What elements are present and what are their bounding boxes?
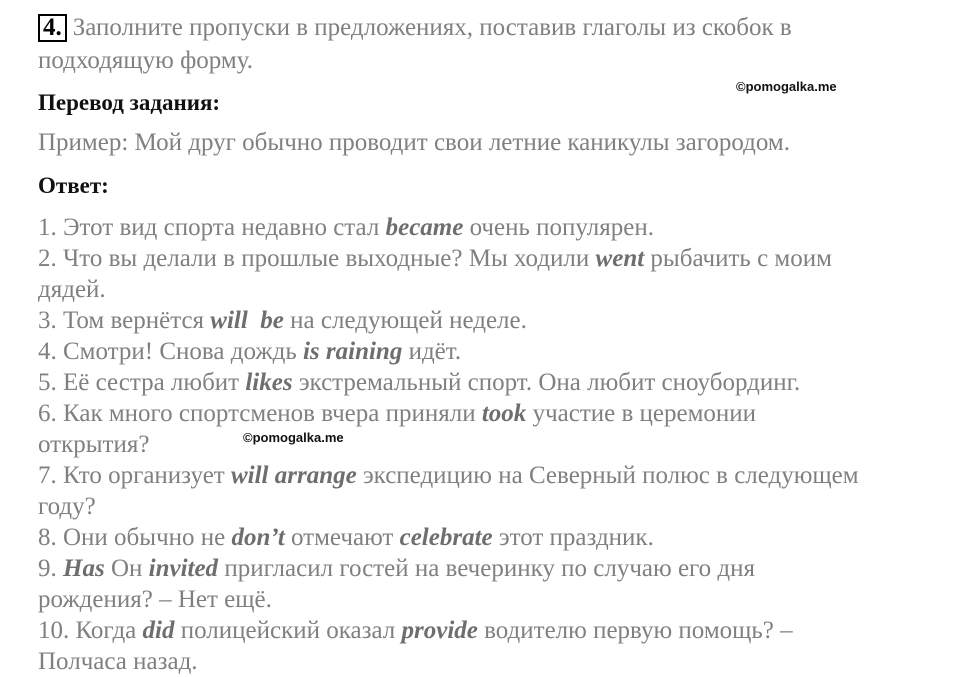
example-text: Пример: Мой друг обычно проводит свои летние каникулы загородом. [38,129,790,156]
task-number: 4. [38,14,67,42]
verb: likes [245,369,293,396]
watermark-top: ©pomogalka.me [736,79,837,94]
verb: invited [148,555,219,582]
answer-1: 1. Этот вид спорта недавно стал became очень популярен. [38,214,654,241]
verb: Has [63,555,105,582]
verb: don’t [231,524,285,551]
watermark-middle: ©pomogalka.me [243,430,344,445]
answer-10: 10. Когда did полицейский оказал provide водителю первую помощь? – [38,617,793,644]
answer-7-cont: году? [38,493,96,520]
answer-5: 5. Её сестра любит likes экстремальный спорт. Она любит сноубординг. [38,369,801,396]
answer-6-cont: открытия? [38,431,150,458]
verb: went [595,245,645,272]
task-line-2: подходящую форму. [38,47,253,74]
verb: will be [210,307,284,334]
answer-2: 2. Что вы делали в прошлые выходные? Мы ходили went рыбачить с моим [38,245,832,272]
verb: provide [401,617,478,644]
answer-10-cont: Полчаса назад. [38,648,198,675]
verb: celebrate [399,524,493,551]
answer-4: 4. Смотри! Снова дождь is raining идёт. [38,338,462,365]
answer-9-cont: рождения? – Нет ещё. [38,586,272,613]
verb: did [142,617,175,644]
verb: will arrange [230,462,357,489]
translation-heading: Перевод задания: [38,90,221,115]
answer-9: 9. Has Он invited пригласил гостей на вечеринку по случаю его дня [38,555,756,582]
answer-7: 7. Кто организует will arrange экспедицию на Северный полюс в следующем [38,462,859,489]
task-line-1: 4. Заполните пропуски в предложениях, поставив глаголы из скобок в [38,12,792,43]
answer-heading: Ответ: [38,173,109,198]
answer-2-cont: дядей. [38,276,106,303]
verb: is raining [302,338,403,365]
answer-6: 6. Как много спортсменов вчера приняли took участие в церемонии [38,400,757,427]
verb: took [481,400,527,427]
answer-8: 8. Они обычно не don’t отмечают celebrate этот праздник. [38,524,654,551]
verb: became [385,214,464,241]
answer-3: 3. Том вернётся will be на следующей неделе. [38,307,527,334]
